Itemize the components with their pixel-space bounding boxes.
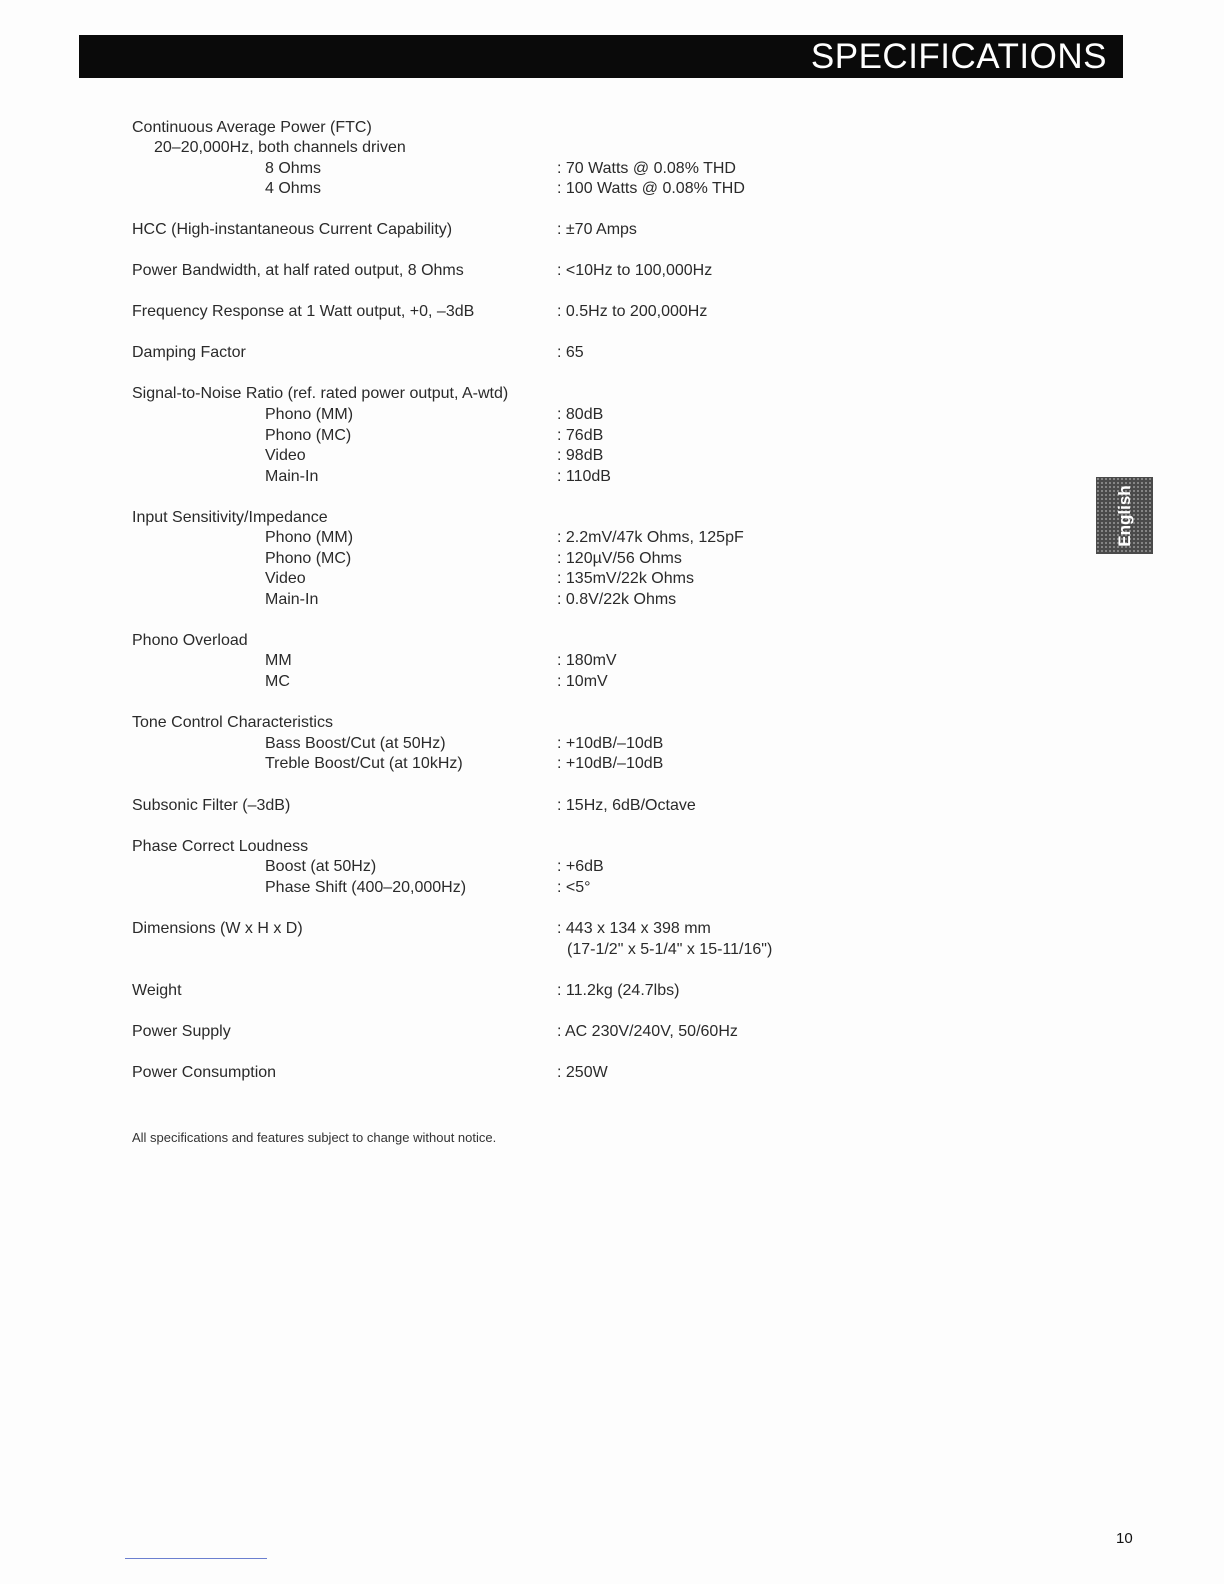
spec-label: Dimensions (W x H x D) <box>132 920 303 937</box>
spec-label: Signal-to-Noise Ratio (ref. rated power output, A-wtd) <box>132 385 509 402</box>
spec-label: Treble Boost/Cut (at 10kHz) <box>265 755 463 772</box>
spec-label: Power Consumption <box>132 1064 277 1081</box>
spec-value: : 0.8V/22k Ohms <box>557 591 677 608</box>
spec-label: 20–20,000Hz, both channels driven <box>154 139 406 156</box>
spec-value: : <10Hz to 100,000Hz <box>557 262 713 279</box>
footnote: All specifications and features subject to change without notice. <box>132 1130 497 1145</box>
spec-value: : 70 Watts @ 0.08% THD <box>557 160 736 177</box>
spec-value: : 2.2mV/47k Ohms, 125pF <box>557 529 744 546</box>
page-number: 10 <box>1116 1530 1133 1547</box>
spec-label: Bass Boost/Cut (at 50Hz) <box>265 735 446 752</box>
spec-label: Phase Shift (400–20,000Hz) <box>265 879 467 896</box>
spec-value: : ±70 Amps <box>557 221 637 238</box>
language-tab <box>1096 477 1153 554</box>
spec-value: : 120µV/56 Ohms <box>557 550 682 567</box>
spec-value: : 250W <box>557 1064 608 1081</box>
spec-label: HCC (High-instantaneous Current Capability) <box>132 221 453 238</box>
spec-value: : 180mV <box>557 652 617 669</box>
spec-value: : 76dB <box>557 427 604 444</box>
spec-label: Video <box>265 447 306 464</box>
spec-value: : 0.5Hz to 200,000Hz <box>557 303 708 320</box>
spec-label: MM <box>265 652 292 669</box>
spec-value: : <5° <box>557 879 591 896</box>
spec-label: Phono (MC) <box>265 550 352 567</box>
spec-value: : +6dB <box>557 858 604 875</box>
spec-label: Phono (MM) <box>265 529 354 546</box>
bottom-rule <box>125 1558 267 1559</box>
spec-label: Phono (MM) <box>265 406 354 423</box>
spec-value: : 80dB <box>557 406 604 423</box>
spec-label: Phase Correct Loudness <box>132 838 309 855</box>
spec-value: : 10mV <box>557 673 608 690</box>
spec-value: : 11.2kg (24.7lbs) <box>557 982 680 999</box>
spec-value: : +10dB/–10dB <box>557 735 664 752</box>
spec-value: : 135mV/22k Ohms <box>557 570 694 587</box>
spec-label: Boost (at 50Hz) <box>265 858 377 875</box>
spec-label: Damping Factor <box>132 344 246 361</box>
spec-value: : AC 230V/240V, 50/60Hz <box>557 1023 738 1040</box>
spec-value: : 98dB <box>557 447 604 464</box>
spec-value: (17-1/2" x 5-1/4" x 15-11/16") <box>567 941 773 958</box>
spec-label: Power Supply <box>132 1023 231 1040</box>
spec-value: : 65 <box>557 344 584 361</box>
spec-label: Input Sensitivity/Impedance <box>132 509 328 526</box>
spec-label: 4 Ohms <box>265 180 322 197</box>
spec-value: : 100 Watts @ 0.08% THD <box>557 180 745 197</box>
spec-label: MC <box>265 673 290 690</box>
language-tab-label: English <box>1114 484 1134 547</box>
spec-label: Main-In <box>265 468 319 485</box>
spec-label: Subsonic Filter (–3dB) <box>132 797 291 814</box>
spec-label: Tone Control Characteristics <box>132 714 333 731</box>
spec-label: Video <box>265 570 306 587</box>
spec-value: : 15Hz, 6dB/Octave <box>557 797 696 814</box>
spec-label: Power Bandwidth, at half rated output, 8 Ohms <box>132 262 464 279</box>
spec-label: Phono Overload <box>132 632 248 649</box>
spec-value: : 443 x 134 x 398 mm <box>557 920 711 937</box>
page-title: SPECIFICATIONS <box>810 37 1107 76</box>
spec-label: Continuous Average Power (FTC) <box>132 119 372 136</box>
spec-label: 8 Ohms <box>265 160 322 177</box>
spec-label: Main-In <box>265 591 319 608</box>
spec-label: Phono (MC) <box>265 427 352 444</box>
spec-value: : 110dB <box>557 468 611 485</box>
spec-value: : +10dB/–10dB <box>557 755 664 772</box>
header-bar <box>79 35 1123 78</box>
spec-label: Frequency Response at 1 Watt output, +0, –3dB <box>132 303 475 320</box>
spec-label: Weight <box>132 982 182 999</box>
